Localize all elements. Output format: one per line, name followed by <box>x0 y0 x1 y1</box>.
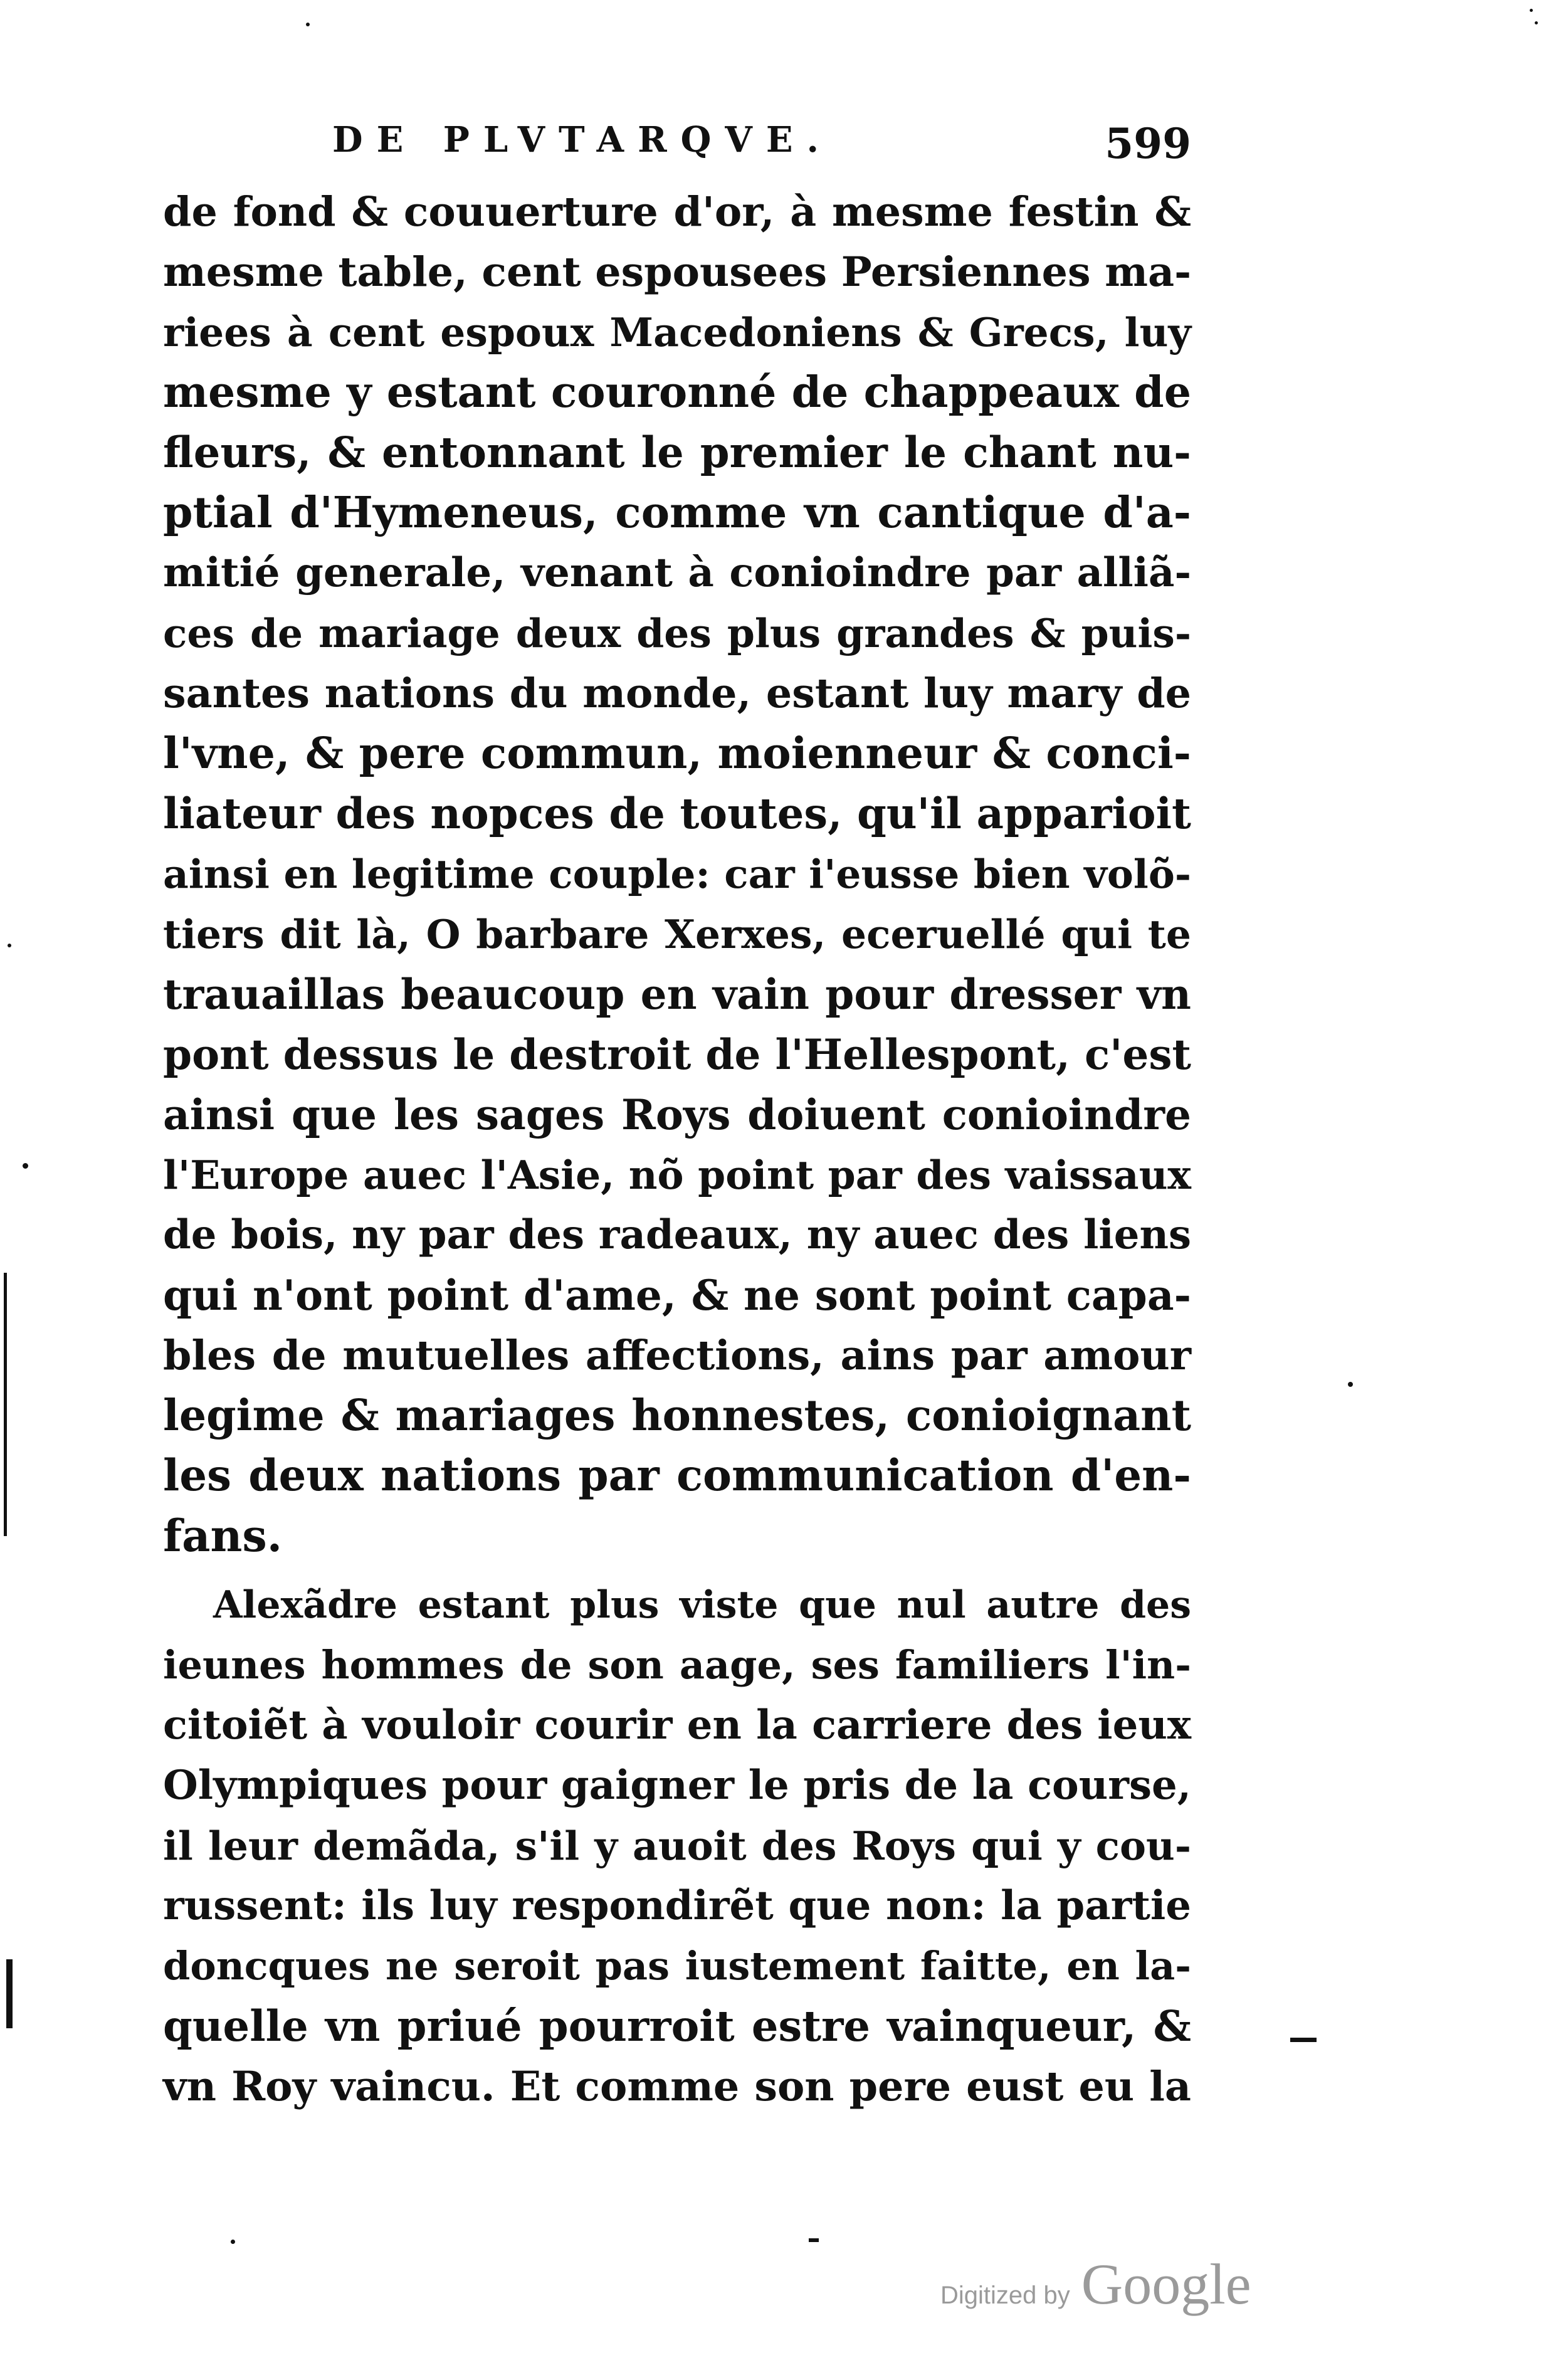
text-line: doncques ne seroit pas iustement faitte, en la- <box>163 1943 1191 1989</box>
digitization-watermark <box>940 2251 1251 2326</box>
text-line: vn Roy vaincu. Et comme son pere eust eu la <box>163 2063 1191 2110</box>
watermark-prefix: Digitized by <box>940 2282 1070 2309</box>
text-line: mesme table, cent espousees Persiennes ma- <box>163 248 1192 296</box>
text-line: il leur demãda, s'il y auoit des Roys qui y cou- <box>163 1823 1191 1869</box>
text-line: ptial d'Hymeneus, comme vn cantique d'a- <box>163 488 1191 538</box>
scan-speck <box>306 23 310 26</box>
google-logo: Google <box>1081 2252 1251 2316</box>
text-line: citoiẽt à vouloir courir en la carriere des ieux <box>163 1702 1191 1749</box>
binding-edge-mark <box>4 1273 7 1536</box>
text-line: qui n'ont point d'ame, & ne sont point capa- <box>163 1271 1191 1320</box>
text-line: liateur des nopces de toutes, qu'il apparioit <box>163 789 1191 838</box>
text-line: l'Europe auec l'Asie, nõ point par des vaissaux <box>163 1152 1191 1198</box>
page-header <box>163 119 1191 182</box>
text-line: tiers dit là, O barbare Xerxes, eceruellé qui te <box>163 911 1191 957</box>
scan-speck <box>1530 9 1533 12</box>
page-number: 599 <box>1105 119 1191 168</box>
scan-speck <box>8 944 11 947</box>
paragraph-gap <box>163 1566 1191 1575</box>
body-text <box>163 182 1191 2117</box>
scan-speck <box>1348 1382 1353 1387</box>
text-line: fans. <box>163 1510 283 1562</box>
text-line: fleurs, & entonnant le premier le chant nu- <box>163 428 1191 477</box>
text-line: trauaillas beaucoup en vain pour dresser vn <box>163 970 1191 1019</box>
text-line: Alexãdre estant plus viste que nul autre des <box>213 1583 1191 1627</box>
text-line: ces de mariage deux des plus grandes & puis- <box>163 610 1191 656</box>
text-line: pont dessus le destroit de l'Hellespont, c'est <box>163 1030 1192 1079</box>
scan-speck <box>809 2238 819 2242</box>
text-line: legime & mariages honnestes, conioignant <box>163 1391 1191 1441</box>
text-line: mitié generale, venant à conioindre par alliã- <box>163 549 1191 596</box>
scan-speck <box>23 1163 28 1169</box>
text-line: de bois, ny par des radeaux, ny auec des liens <box>163 1211 1191 1258</box>
text-line: riees à cent espoux Macedoniens & Grecs, luy <box>163 309 1191 355</box>
running-head: DE PLVTARQVE. <box>332 119 833 161</box>
text-line: quelle vn priué pourroit estre vainqueur, & <box>163 2001 1191 2051</box>
text-line: bles de mutuelles affections, ains par amour <box>163 1332 1191 1379</box>
text-line: russent: ils luy respondirẽt que non: la partie <box>163 1882 1191 1929</box>
text-line: les deux nations par communication d'en- <box>163 1450 1191 1501</box>
text-line: Olympiques pour gaigner le pris de la course, <box>163 1762 1191 1809</box>
scan-speck <box>231 2240 235 2244</box>
text-line: ainsi en legitime couple: car i'eusse bien volõ- <box>163 851 1191 897</box>
text-line: ainsi que les sages Roys doiuent conioindre <box>163 1090 1191 1139</box>
text-line: de fond & couuerture d'or, à mesme festin & <box>163 188 1191 236</box>
text-line: ieunes hommes de son aage, ses familiers l'in- <box>163 1642 1191 1688</box>
text-line: l'vne, & pere commun, moienneur & conci- <box>163 729 1191 779</box>
binding-edge-mark <box>6 1959 13 2028</box>
text-line: mesme y estant couronné de chappeaux de <box>163 367 1191 418</box>
margin-dash <box>1290 2038 1317 2042</box>
text-line: santes nations du monde, estant luy mary de <box>163 670 1191 717</box>
scan-speck <box>1535 21 1538 24</box>
